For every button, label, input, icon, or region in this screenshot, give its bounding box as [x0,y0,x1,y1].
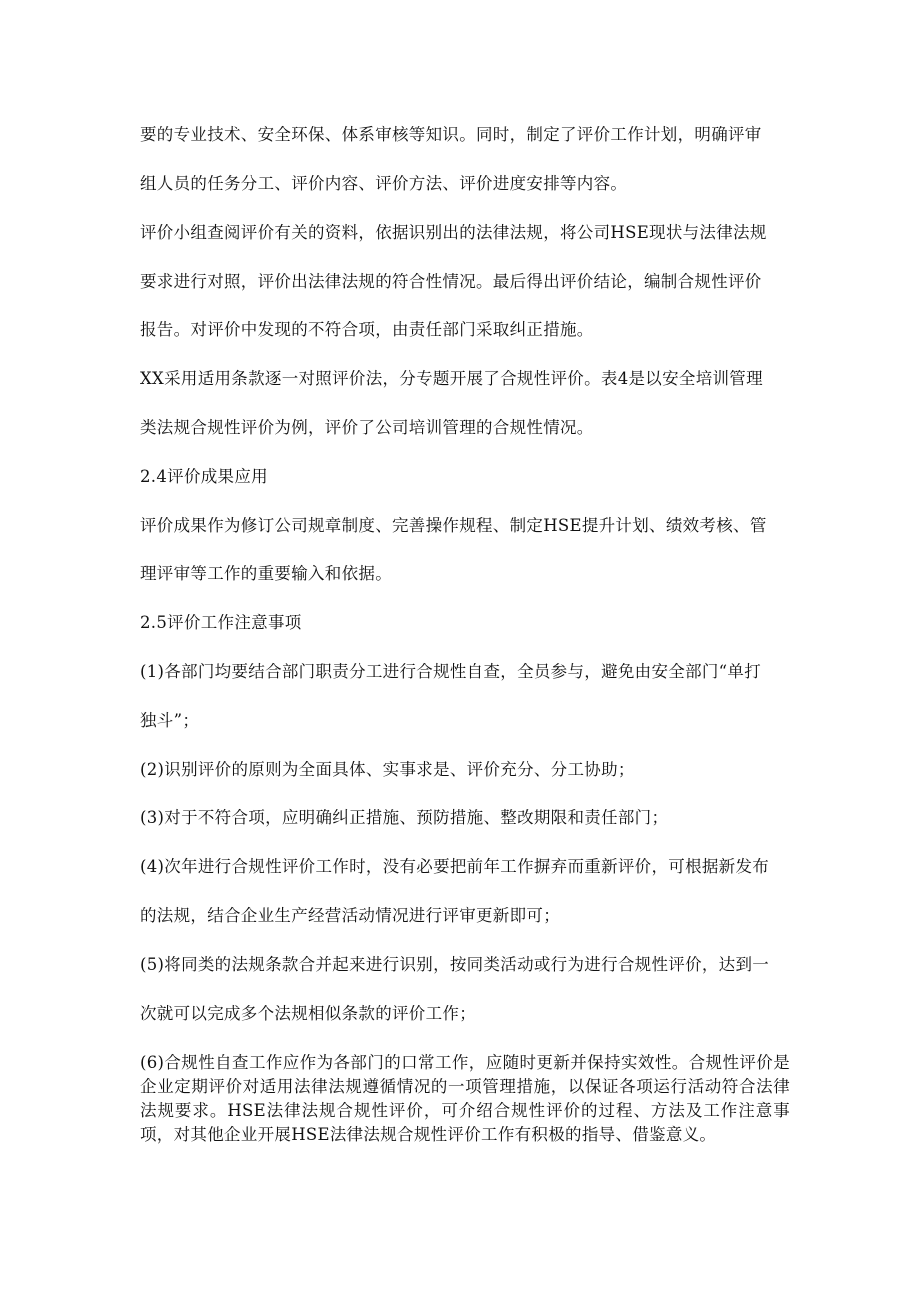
text-line: 要的专业技术、安全环保、体系审核等知识。同时，制定了评价工作计划，明确评审 [140,125,762,144]
text-line: 的法规，结合企业生产经营活动情况进行评审更新即可； [140,906,560,925]
text-line: 评价小组查阅评价有关的资料，依据识别出的法律法规，将公司HSE现状与法律法规 [140,223,767,242]
text-line: 理评审等工作的重要输入和依据。 [140,564,392,583]
text-line: 报告。对评价中发现的不符合项，由责任部门采取纠正措施。 [140,320,594,339]
text-line: 评价成果作为修订公司规章制度、完善操作规程、制定HSE提升计划、绩效考核、管 [140,516,767,535]
closing-paragraph: (6)合规性自查工作应作为各部门的口常工作，应随时更新并保持实效性。合规性评价是企业定期评价对适用法律法规遵循情况的一项管理措施，以保证各项运行活动符合法律法规要求。HSE法律法规合规性评价，可介绍合规性评价的过程、方法及工作注意事项，对其他企业开展HSE法律法规合规性评价工作有积极的指导、借鉴意义。 [140,1053,790,1144]
text-line: (4)次年进行合规性评价工作时，没有必要把前年工作摒弃而重新评价，可根据新发布 [140,857,770,876]
text-line: 类法规合规性评价为例，评价了公司培训管理的合规性情况。 [140,418,594,437]
text-line: (2)识别评价的原则为全面具体、实事求是、评价充分、分工协助； [140,760,635,779]
text-line: 组人员的任务分工、评价内容、评价方法、评价进度安排等内容。 [140,174,628,193]
text-line: (5)将同类的法规条款合并起来进行识别，按同类活动或行为进行合规性评价，达到一 [140,955,770,974]
text-line: 次就可以完成多个法规相似条款的评价工作； [140,1004,476,1023]
section-heading: 2.5评价工作注意事项 [140,613,302,632]
section-heading: 2.4评价成果应用 [140,467,268,486]
text-line: (1)各部门均要结合部门职责分工进行合规性自查，全员参与，避免由安全部门“单打 [140,662,762,681]
text-line: 要求进行对照，评价出法律法规的符合性情况。最后得出评价结论，编制合规性评价 [140,272,762,291]
text-line: (3)对于不符合项，应明确纠正措施、预防措施、整改期限和责任部门； [140,808,669,827]
text-line: XX采用适用条款逐一对照评价法，分专题开展了合规性评价。表4是以安全培训管理 [140,369,763,388]
text-line: 独斗”； [140,711,200,730]
